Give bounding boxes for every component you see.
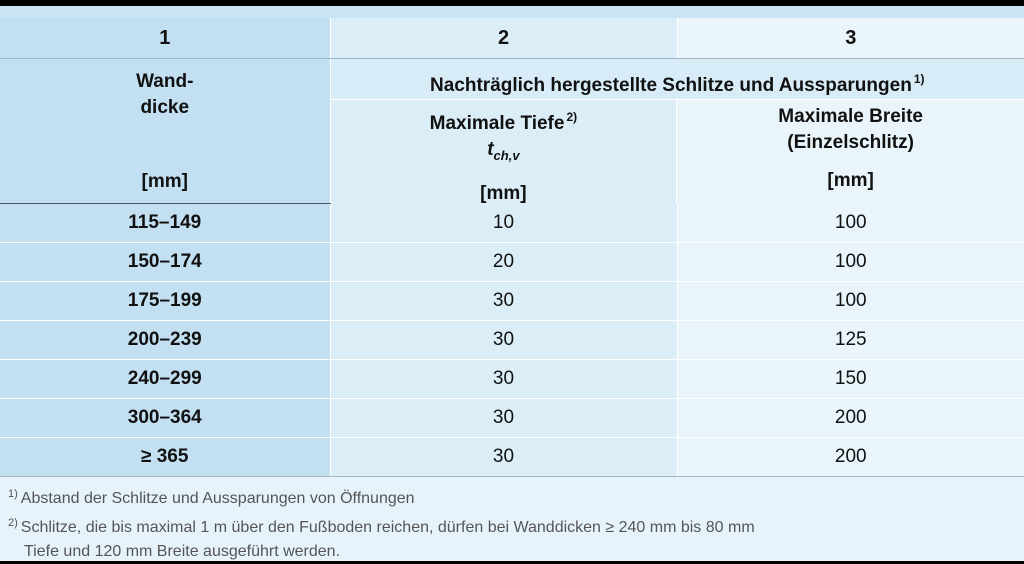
top-strip [0, 6, 1024, 18]
column-number-row [0, 18, 1024, 59]
width-cell: 100 [677, 243, 1024, 282]
table-row [0, 282, 1024, 321]
header-row [0, 59, 1024, 204]
max-depth-header: Maximale Tiefe $^{2)}$ $t_{ch,v}$ [mm] [331, 100, 678, 203]
wall-cell: 240–299 [0, 360, 330, 399]
column-number-1: 1 [0, 18, 330, 59]
width-cell: 200 [677, 399, 1024, 438]
footnote-2: $^{2)}$ Schlitze, die bis maximal 1 m über den Fußboden reichen, dürfen bei Wanddicken ≥ 240 mm bis 80 mm [8, 511, 1008, 540]
wall-cell: 150–174 [0, 243, 330, 282]
max-width-header [677, 100, 1024, 203]
width-header-line2: (Einzelschlitz) [677, 130, 1024, 156]
table-row [0, 438, 1024, 477]
depth-unit: [mm] [331, 181, 677, 207]
slots-span-title: Nachträglich hergestellte Schlitze und Aussparungen $^{1)}$ [331, 59, 1024, 100]
depth-cell: 10 [330, 204, 677, 243]
depth-cell: 30 [330, 399, 677, 438]
table-row [0, 360, 1024, 399]
table-row [0, 321, 1024, 360]
wall-cell: 200–239 [0, 321, 330, 360]
depth-cell: 30 [330, 438, 677, 477]
width-cell: 100 [677, 282, 1024, 321]
width-header-line1: Maximale Breite [677, 104, 1024, 130]
footnote-ref-1: 1) [914, 72, 925, 86]
depth-cell: 30 [330, 282, 677, 321]
footnote-2-continuation: Tiefe und 120 mm Breite ausgeführt werden. [8, 540, 1008, 564]
width-cell: 125 [677, 321, 1024, 360]
depth-symbol: $t_{ch,v}$ [331, 137, 677, 169]
column-number-3: 3 [677, 18, 1024, 59]
wall-header-line2: dicke [0, 95, 330, 121]
width-cell: 150 [677, 360, 1024, 399]
depth-cell: 30 [330, 360, 677, 399]
wall-thickness-header [0, 59, 330, 204]
table-row [0, 204, 1024, 243]
width-cell: 200 [677, 438, 1024, 477]
width-unit: [mm] [677, 168, 1024, 194]
wall-header-unit: [mm] [0, 171, 330, 193]
column-number-2: 2 [330, 18, 677, 59]
depth-cell: 20 [330, 243, 677, 282]
footnotes [8, 482, 1008, 564]
slot-dimensions-table [0, 18, 1024, 477]
footnote-1: $^{1)}$ Abstand der Schlitze und Aussparungen von Öffnungen [8, 482, 1008, 511]
slots-group-header [330, 59, 1024, 204]
wall-cell: 175–199 [0, 282, 330, 321]
width-cell: 100 [677, 204, 1024, 243]
table-row [0, 399, 1024, 438]
wall-cell: ≥ 365 [0, 438, 330, 477]
footnote-ref-2: 2) [566, 110, 577, 124]
wall-cell: 115–149 [0, 204, 330, 243]
wall-header-line1: Wand- [0, 69, 330, 95]
wall-cell: 300–364 [0, 399, 330, 438]
depth-cell: 30 [330, 321, 677, 360]
table-row [0, 243, 1024, 282]
